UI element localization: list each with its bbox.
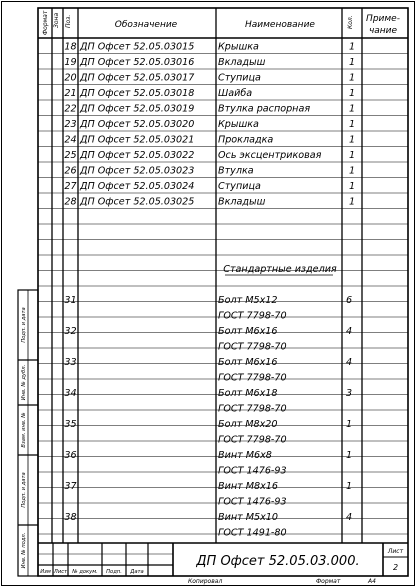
row-designation: ДП Офсет 52.05.03020 [80,119,195,130]
item-name: Болт М5х12 [218,295,278,306]
item-standard: ГОСТ 7798-70 [218,341,287,353]
header-designation: Обозначение [114,20,178,30]
footer-format-label: Формат [316,578,341,585]
side-stamp-label: Инв. № дубл. [21,364,27,401]
row-qty: 1 [348,134,356,146]
row-qty: 1 [348,72,356,84]
item-name: Винт М6х8 [218,450,272,461]
item-pos: 36 [64,450,77,461]
row-designation: ДП Офсет 52.05.03024 [80,181,195,192]
row-pos: 23 [64,119,77,130]
row-designation: ДП Офсет 52.05.03018 [80,88,195,99]
item-name: Болт М8х20 [218,419,278,430]
row-pos: 24 [64,134,77,146]
row-designation: ДП Офсет 52.05.03017 [80,72,195,84]
side-stamp-label: Подп. и дата [21,307,27,343]
row-pos: 27 [64,181,77,192]
item-name: Болт М6х16 [218,357,278,368]
item-qty: 4 [345,357,353,368]
row-qty: 1 [348,181,356,192]
header-format: Формат [42,10,49,35]
item-qty: 1 [345,481,353,492]
row-pos: 25 [64,150,77,161]
row-name: Крышка [218,41,259,53]
row-name: Шайба [218,88,253,99]
row-pos: 20 [64,72,77,84]
item-pos: 37 [64,481,77,492]
row-name: Ступица [218,181,261,192]
row-name: Втулка [218,165,254,177]
item-qty: 4 [345,326,353,337]
header-note-line2: чание [368,26,398,36]
row-pos: 18 [64,41,77,53]
row-qty: 1 [348,165,356,177]
change-label: № докум. [72,569,98,575]
item-standard: ГОСТ 7798-70 [218,372,287,384]
footer-format-value: А4 [368,578,376,585]
header-zone: Зона [53,12,60,28]
item-name: Винт М5х10 [218,512,278,523]
row-designation: ДП Офсет 52.05.03025 [80,196,195,208]
sheet-label: Лист [387,548,404,555]
item-pos: 38 [64,512,77,523]
item-standard: ГОСТ 7798-70 [218,434,287,446]
side-stamp-label: Инв. № подл. [21,532,27,569]
item-name: Болт М6х16 [218,326,278,337]
item-qty: 6 [345,295,353,306]
item-standard: ГОСТ 1476-93 [218,496,287,508]
row-designation: ДП Офсет 52.05.03022 [80,150,195,161]
item-standard: ГОСТ 1491-80 [218,527,287,539]
side-stamp-label: Подп. и дата [21,472,27,508]
sheet-number: 2 [392,563,399,572]
item-qty: 1 [345,419,353,430]
change-label: Подп. [106,569,122,575]
header-qty: Кол. [347,15,354,29]
section-title: Стандартные изделия [223,264,337,275]
row-name: Ступица [218,72,261,84]
row-qty: 1 [348,196,356,208]
row-qty: 1 [348,119,356,130]
row-name: Крышка [218,119,259,130]
row-designation: ДП Офсет 52.05.03016 [80,57,195,68]
item-pos: 34 [64,388,77,399]
row-name: Вкладыш [218,57,266,68]
row-designation: ДП Офсет 52.05.03023 [80,165,195,177]
row-name: Ось эксцентриковая [218,150,322,161]
row-pos: 21 [64,88,77,99]
row-designation: ДП Офсет 52.05.03021 [80,134,195,146]
item-standard: ГОСТ 7798-70 [218,403,287,415]
row-qty: 1 [348,150,356,161]
item-pos: 32 [64,326,77,337]
item-qty: 4 [345,512,353,523]
row-qty: 1 [348,103,356,115]
item-pos: 35 [64,419,77,430]
item-pos: 33 [64,357,77,368]
item-qty: 1 [345,450,353,461]
row-designation: ДП Офсет 52.05.03015 [80,41,195,53]
row-pos: 26 [64,165,77,177]
item-pos: 31 [64,295,77,306]
row-designation: ДП Офсет 52.05.03019 [80,103,195,115]
row-qty: 1 [348,57,356,68]
row-name: Втулка распорная [218,103,311,115]
footer-copied: Копировал [188,578,223,585]
row-name: Вкладыш [218,196,266,208]
row-pos: 19 [64,57,77,68]
item-standard: ГОСТ 7798-70 [218,310,287,322]
side-stamp-label: Взам. инв. № [21,412,27,448]
row-name: Прокладка [218,134,274,146]
change-label: Дата [130,569,144,575]
change-label: Лист [53,569,68,575]
header-name: Наименование [245,20,315,30]
row-qty: 1 [348,41,356,53]
item-standard: ГОСТ 1476-93 [218,465,287,477]
document-designation: ДП Офсет 52.05.03.000. [196,554,360,569]
item-qty: 3 [345,388,353,399]
header-pos: Поз. [65,14,72,28]
item-name: Болт М6х18 [218,388,278,399]
header-note-line1: Приме- [366,14,400,24]
row-pos: 22 [64,103,77,115]
item-name: Винт М8х16 [218,481,278,492]
row-qty: 1 [348,88,356,99]
change-label: Изм [40,569,51,575]
row-pos: 28 [64,196,77,208]
